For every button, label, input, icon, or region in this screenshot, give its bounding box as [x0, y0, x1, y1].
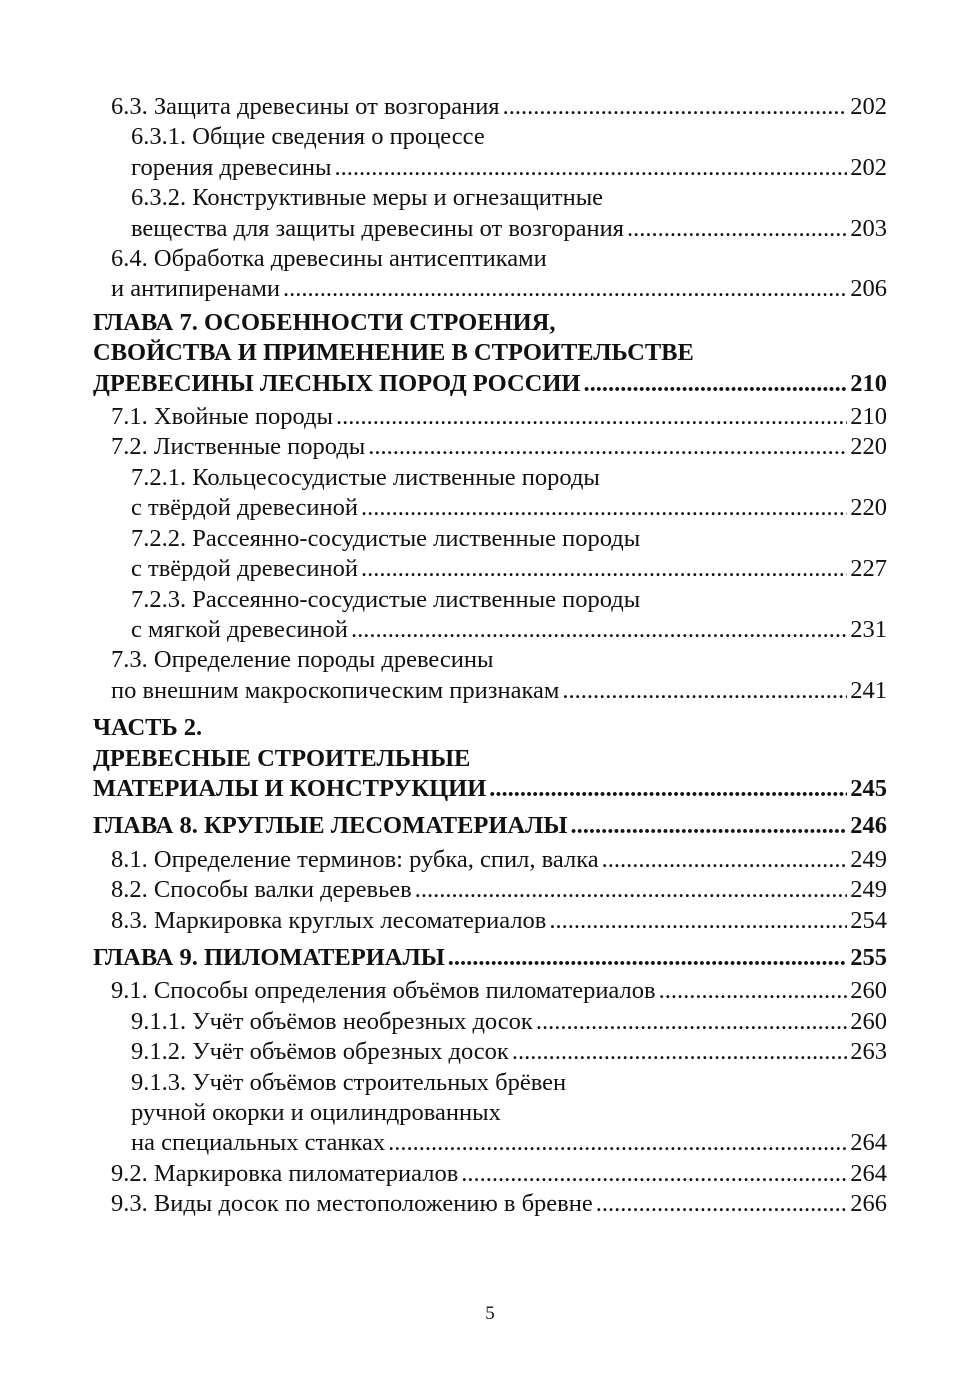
toc-entry: [93, 402, 887, 432]
toc-entry-title: ГЛАВА 8. КРУГЛЫЕ ЛЕСОМАТЕРИАЛЫ: [93, 812, 568, 840]
toc-entry-title: ГЛАВА 7. ОСОБЕННОСТИ СТРОЕНИЯ,: [93, 308, 556, 336]
toc-entry: [93, 524, 887, 554]
toc-entry-page: 202: [850, 93, 887, 120]
toc-entry-page: 266: [850, 1190, 887, 1218]
toc-chapter-heading: [93, 308, 887, 338]
toc-entry-title: ДРЕВЕСНЫЕ СТРОИТЕЛЬНЫЕ: [93, 744, 471, 772]
toc-entry-title: 7.2. Лиственные породы: [111, 433, 366, 461]
toc-chapter-heading: [93, 943, 887, 973]
toc-entry: [93, 153, 887, 183]
toc-entry: [93, 875, 887, 905]
toc-entry-page: 249: [850, 876, 887, 904]
toc-entry-title: с твёрдой древесиной: [131, 555, 358, 583]
toc-entry-page: 210: [850, 369, 887, 397]
toc-entry: [93, 976, 887, 1006]
leader-dots: [461, 1159, 847, 1189]
leader-dots: [361, 493, 847, 523]
toc-entry-title: с мягкой древесиной: [131, 615, 348, 643]
page-number: 5: [485, 1303, 495, 1324]
leader-dots: [388, 1128, 847, 1158]
toc-entry-title: ГЛАВА 9. ПИЛОМАТЕРИАЛЫ: [93, 943, 445, 971]
toc-chapter-heading: [93, 811, 887, 841]
toc-entry-title: по внешним макроскопическим признакам: [111, 676, 560, 704]
toc-entry-page: 264: [850, 1129, 887, 1157]
leader-dots: [562, 676, 847, 706]
toc-entry-title: 9.3. Виды досок по местоположению в бревне: [111, 1190, 593, 1218]
toc-entry: [93, 1098, 887, 1128]
leader-dots: [336, 402, 847, 432]
leader-dots: [361, 554, 847, 584]
toc-entry-page: 246: [850, 812, 887, 840]
toc-entry-title: горения древесины: [131, 153, 332, 181]
toc-entry-title: вещества для защиты древесины от возгорания: [131, 214, 624, 242]
leader-dots: [602, 845, 848, 875]
toc-entry: [93, 214, 887, 244]
leader-dots: [368, 432, 847, 462]
toc-entry-title: и антипиренами: [111, 275, 280, 303]
toc-entry: [93, 676, 887, 706]
toc-entry: [93, 1159, 887, 1189]
toc-entry-title: 9.1. Способы определения объёмов пиломатериалов: [111, 977, 656, 1005]
toc-entry-title: 7.1. Хвойные породы: [111, 403, 333, 431]
toc-entry-title: 7.2.2. Рассеянно-сосудистые лиственные породы: [131, 524, 641, 552]
toc-entry-title: 6.3.2. Конструктивные меры и огнезащитные: [131, 184, 604, 212]
toc-entry-title: ДРЕВЕСИНЫ ЛЕСНЫХ ПОРОД РОССИИ: [93, 369, 581, 397]
toc-entry-page: 254: [850, 906, 887, 934]
toc-entry: [93, 1037, 887, 1067]
toc-entry: [93, 432, 887, 462]
toc-entry-title: 6.3.1. Общие сведения о процессе: [131, 123, 485, 151]
toc-entry-title: на специальных станках: [131, 1129, 386, 1157]
leader-dots: [335, 153, 848, 183]
toc-part-heading: [93, 713, 887, 743]
toc-entry-page: 227: [850, 555, 887, 583]
toc-entry-page: 260: [850, 977, 887, 1005]
leader-dots: [351, 615, 847, 645]
toc-entry-page: 203: [850, 214, 887, 242]
toc-entry-page: 231: [850, 615, 887, 643]
toc-entry-title: 7.2.3. Рассеянно-сосудистые лиственные породы: [131, 585, 641, 613]
toc-entry: [93, 92, 887, 122]
toc-entry-title: 6.3. Защита древесины от возгорания: [111, 93, 500, 120]
toc-entry: [93, 645, 887, 675]
toc-entry-title: ручной окорки и оцилиндрованных: [131, 1099, 501, 1126]
toc-entry-title: 9.1.2. Учёт объёмов обрезных досок: [131, 1038, 509, 1066]
toc-entry: [93, 183, 887, 213]
leader-dots: [596, 1189, 848, 1219]
toc-entry: [93, 1068, 887, 1098]
toc-entry: [93, 463, 887, 493]
leader-dots: [549, 906, 847, 936]
toc-entry-page: 264: [850, 1159, 887, 1187]
leader-dots: [659, 976, 848, 1006]
leader-dots: [503, 92, 848, 122]
leader-dots: [415, 875, 848, 905]
toc-entry-page: 220: [850, 494, 887, 522]
toc-entry-page: 202: [850, 153, 887, 181]
toc-entry-page: 206: [850, 275, 887, 303]
toc-chapter-heading: [93, 369, 887, 399]
leader-dots: [570, 811, 847, 841]
toc-entry: [93, 244, 887, 274]
toc-part-heading: [93, 744, 887, 774]
toc-entry-title: 9.1.3. Учёт объёмов строительных брёвен: [131, 1068, 567, 1096]
toc-entry-title: 6.4. Обработка древесины антисептиками: [111, 245, 547, 273]
toc-entry: [93, 1128, 887, 1158]
toc-entry: [93, 615, 887, 645]
toc-chapter-heading: [93, 338, 887, 368]
toc-entry-title: 9.1.1. Учёт объёмов необрезных досок: [131, 1007, 533, 1035]
toc-entry-page: 210: [850, 403, 887, 431]
toc-entry: [93, 274, 887, 304]
leader-dots: [283, 274, 847, 304]
toc-entry-page: 249: [850, 845, 887, 873]
toc-entry-title: ЧАСТЬ 2.: [93, 714, 203, 742]
toc-entry: [93, 845, 887, 875]
toc-entry-title: СВОЙСТВА И ПРИМЕНЕНИЕ В СТРОИТЕЛЬСТВЕ: [93, 339, 694, 367]
toc-entry-page: 220: [850, 433, 887, 461]
leader-dots: [489, 774, 847, 804]
leader-dots: [448, 943, 847, 973]
toc-entry-page: 241: [850, 676, 887, 704]
toc-entry-title: 8.3. Маркировка круглых лесоматериалов: [111, 906, 547, 934]
toc-entry: [93, 1189, 887, 1219]
leader-dots: [584, 369, 848, 399]
leader-dots: [536, 1007, 847, 1037]
toc-entry-title: МАТЕРИАЛЫ И КОНСТРУКЦИИ: [93, 774, 487, 802]
toc-entry: [93, 906, 887, 936]
toc-entry-title: с твёрдой древесиной: [131, 494, 358, 522]
toc-entry-title: 8.2. Способы валки деревьев: [111, 876, 412, 904]
toc-entry-page: 263: [850, 1038, 887, 1066]
toc-entry-page: 255: [850, 943, 887, 971]
toc-entry: [93, 493, 887, 523]
toc-part-heading: [93, 774, 887, 804]
toc-entry-page: 245: [850, 774, 887, 802]
toc-entry-title: 7.2.1. Кольцесосудистые лиственные породы: [131, 463, 600, 491]
toc-entry-title: 8.1. Определение терминов: рубка, спил, валка: [111, 845, 599, 873]
toc-entry: [93, 554, 887, 584]
toc-entry-title: 7.3. Определение породы древесины: [111, 646, 494, 674]
toc-entry-page: 260: [850, 1007, 887, 1035]
leader-dots: [512, 1037, 847, 1067]
toc-entry-title: 9.2. Маркировка пиломатериалов: [111, 1159, 459, 1187]
leader-dots: [627, 214, 847, 244]
toc-entry: [93, 122, 887, 152]
table-of-contents: [93, 92, 887, 1220]
toc-entry: [93, 585, 887, 615]
toc-entry: [93, 1007, 887, 1037]
